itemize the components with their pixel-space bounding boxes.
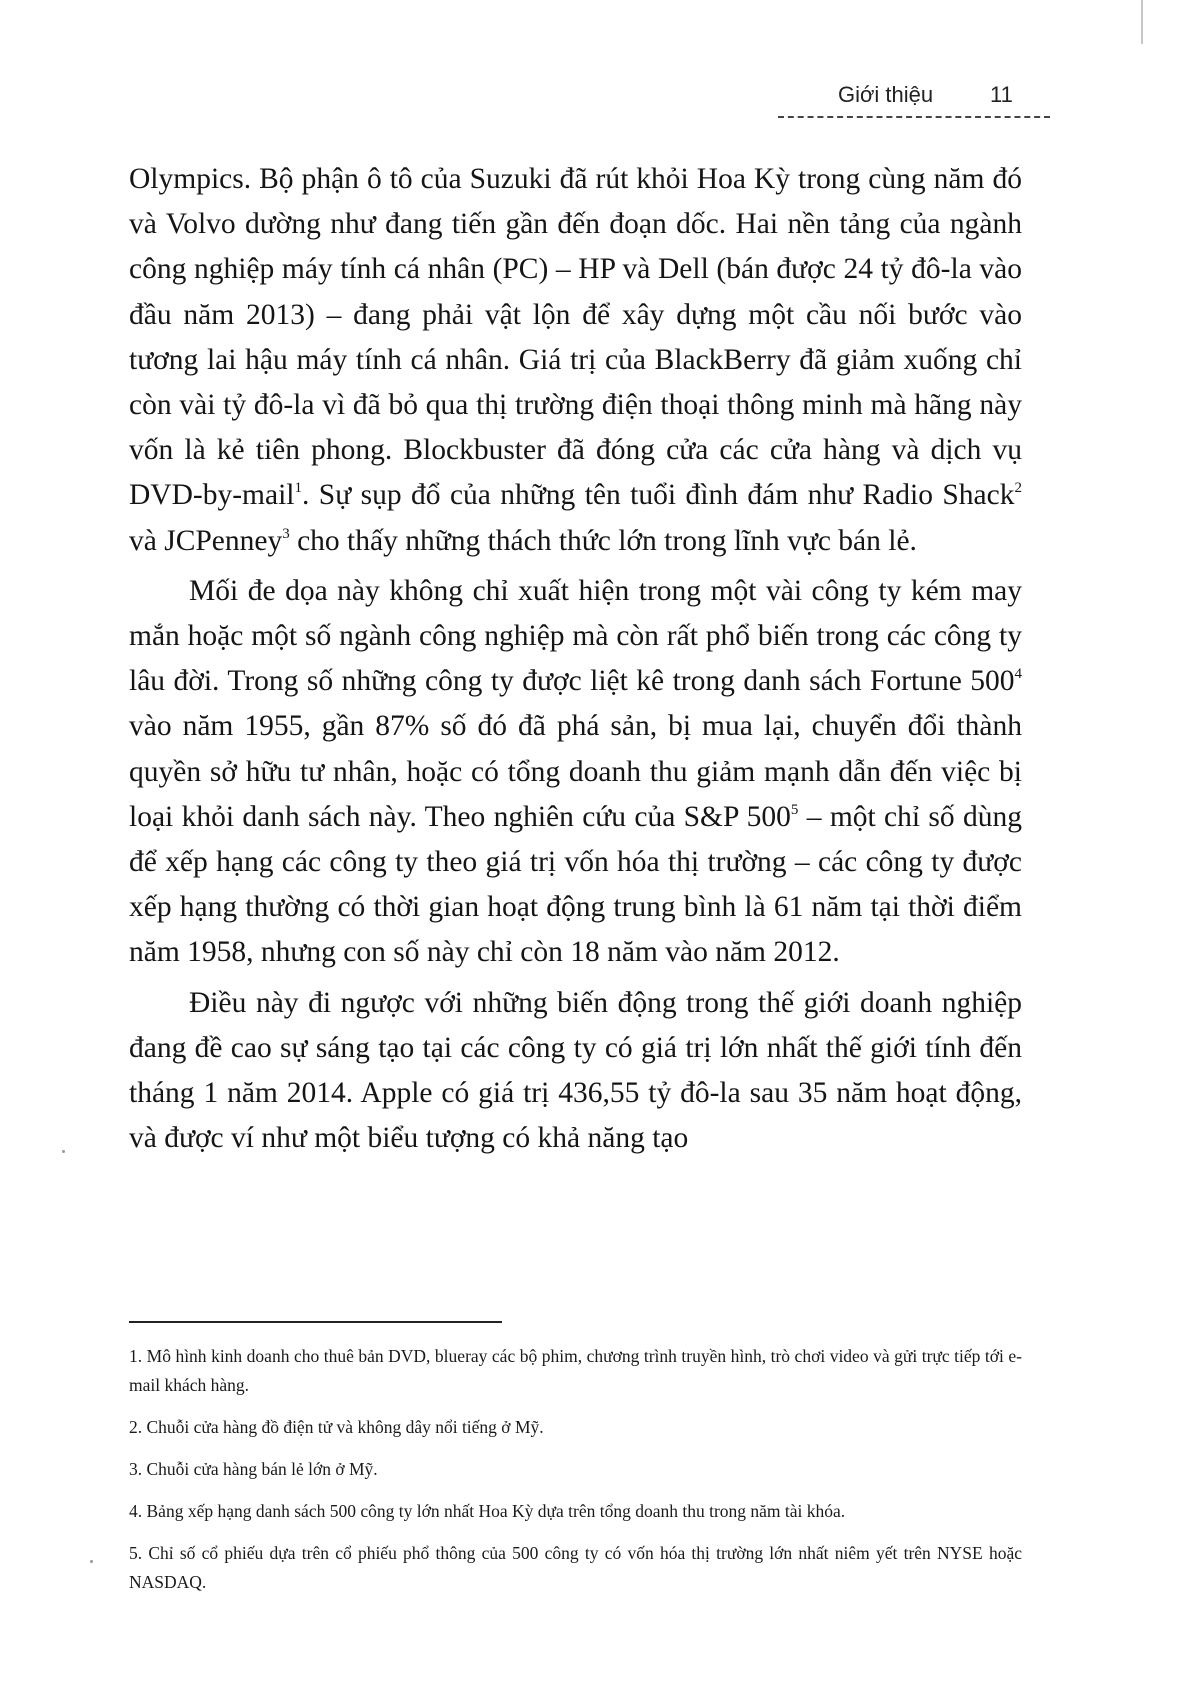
footnote-ref-3: 3 <box>282 525 290 542</box>
footnote-1: 1. Mô hình kinh doanh cho thuê bản DVD, blueray các bộ phim, chương trình truyền hình, trò chơi video và gửi trực tiếp tới e-mail khách hàng. <box>129 1346 1022 1395</box>
paragraph-3: Điều này đi ngược với những biến động trong thế giới doanh nghiệp đang đề cao sự sáng tạo tại các công ty có giá trị lớn nhất thế giới tính đến tháng 1 năm 2014. Apple có giá trị 436,55 tỷ đô-la sau 35 năm hoạt động, và được ví như một biểu tượng có khả năng tạo <box>129 986 1022 1155</box>
scan-edge-mark <box>1141 0 1143 44</box>
footnote-ref-1: 1 <box>294 480 302 497</box>
footnotes <box>129 1342 1022 1610</box>
footnote-4: 4. Bảng xếp hạng danh sách 500 công ty lớn nhất Hoa Kỳ dựa trên tổng doanh thu trong năm tài khóa. <box>129 1501 846 1521</box>
running-header <box>838 78 1018 112</box>
paragraph-1-text-b: . Sự sụp đổ của những tên tuổi đình đám như Radio Shack <box>302 479 1015 512</box>
page-number: 11 <box>990 82 1013 107</box>
scan-speck <box>90 1560 93 1563</box>
header-dashed-rule <box>778 116 1050 118</box>
footnote-5: 5. Chỉ số cổ phiếu dựa trên cổ phiếu phổ thông của 500 công ty có vốn hóa thị trường lớn nhất niêm yết trên NYSE hoặc NASDAQ. <box>129 1543 1022 1592</box>
footnote-ref-2: 2 <box>1014 480 1022 497</box>
paragraph-1-text-c: và JCPenney <box>129 524 283 557</box>
footnote-ref-4: 4 <box>1014 666 1022 683</box>
section-title: Giới thiệu <box>838 82 934 107</box>
paragraph-2-text-c: – một chỉ số dùng để xếp hạng các công ty theo giá trị vốn hóa thị trường – các công ty được xếp hạng thường có thời gian hoạt động trung bình là 61 năm tại thời điểm năm 1958, nhưng con số này chỉ còn 18 năm vào năm 2012. <box>129 800 1022 969</box>
paragraph-2 <box>129 569 1022 976</box>
paragraph-1 <box>129 157 1022 564</box>
footnote-3: 3. Chuỗi cửa hàng bán lẻ lớn ở Mỹ. <box>129 1459 378 1479</box>
footnote-ref-5: 5 <box>790 801 799 818</box>
paragraph-2-text-a: Mối đe dọa này không chỉ xuất hiện trong một vài công ty kém may mắn hoặc một số ngành công nghiệp mà còn rất phổ biến trong các công ty lâu đời. Trong số những công ty được liệt kê trong danh sách Fortune 500 <box>129 574 1022 698</box>
paragraph-2-text-b: vào năm 1955, gần 87% số đó đã phá sản, bị mua lại, chuyển đổi thành quyền sở hữu tư nhân, hoặc có tổng doanh thu giảm mạnh dẫn đến việc bị loại khỏi danh sách này. Theo nghiên cứu của S&P 500 <box>129 710 1022 833</box>
paragraph-1-text-a: Olympics. Bộ phận ô tô của Suzuki đã rút khỏi Hoa Kỳ trong cùng năm đó và Volvo dường như đang tiến gần đến đoạn dốc. Hai nền tảng của ngành công nghiệp máy tính cá nhân (PC) – HP và Dell (bán được 24 tỷ đô-la vào đầu năm 2013) – đang phải vật lộn để xây dựng một cầu nối bước vào tương lai hậu máy tính cá nhân. Giá trị của BlackBerry đã giảm xuống chỉ còn vài tỷ đô-la vì đã bỏ qua thị trường điện thoại thông minh mà hãng này vốn là kẻ tiên phong. Blockbuster đã đóng cửa các cửa hàng và dịch vụ DVD-by-mail <box>129 163 1022 512</box>
body-text <box>129 157 1022 1161</box>
footnote-2: 2. Chuỗi cửa hàng đồ điện tử và không dây nổi tiếng ở Mỹ. <box>129 1417 544 1437</box>
scan-speck <box>62 1150 65 1153</box>
paragraph-1-text-d: cho thấy những thách thức lớn trong lĩnh vực bán lẻ. <box>289 524 917 557</box>
footnote-separator <box>129 1321 502 1323</box>
